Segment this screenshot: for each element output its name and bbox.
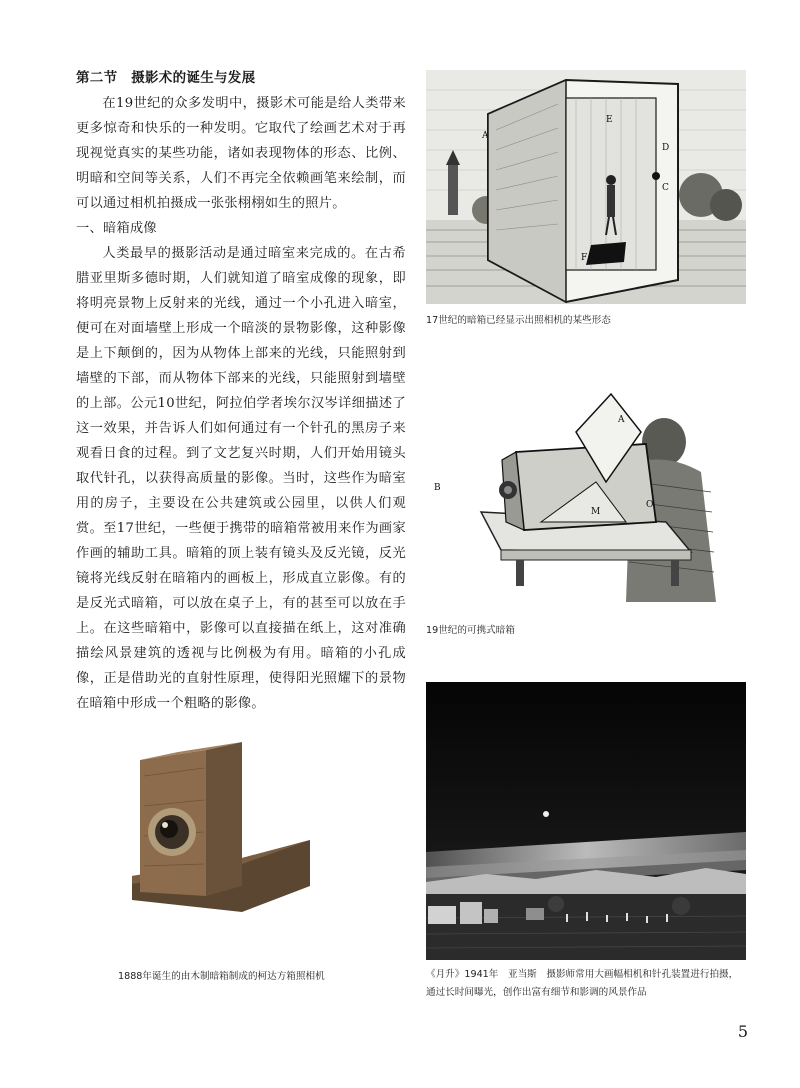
camera-obscura-room-illustration xyxy=(426,70,746,304)
label-a2: A xyxy=(618,415,625,425)
figure-camera-obscura-room xyxy=(426,70,746,304)
figure-4-caption-line1: 《月升》1941年 亚当斯 摄影师常用大画幅相机和针孔装置进行拍摄， xyxy=(426,969,739,980)
label-m2: M xyxy=(591,507,601,517)
figure-3-caption: 1888年诞生的由木制暗箱制成的柯达方箱照相机 xyxy=(118,971,325,982)
label-c: C xyxy=(662,183,669,193)
label-a: A xyxy=(482,131,489,141)
portable-camera-illustration xyxy=(426,372,716,612)
kodak-camera-photo xyxy=(132,736,312,922)
figure-2-caption: 19世纪的可携式暗箱 xyxy=(426,625,515,636)
figure-moonrise-photo xyxy=(426,682,746,960)
label-e: E xyxy=(606,115,613,125)
main-text-column xyxy=(76,66,406,716)
moonrise-photo-image xyxy=(426,682,746,960)
figure-1-caption: 17世纪的暗箱已经显示出照相机的某些形态 xyxy=(426,315,611,326)
page-number: 5 xyxy=(737,1022,748,1041)
intro-paragraph: 在19世纪的众多发明中，摄影术可能是给人类带来更多惊奇和快乐的一种发明。它取代了绘画艺术对于再现视觉真实的某些功能，诸如表现物体的形态、比例、明暗和空间等关系，人们不再完全依赖画笔来绘制，而可以通过相机拍摄成一张张栩栩如生的照片。 xyxy=(76,96,406,211)
label-f: F xyxy=(581,253,588,263)
figure-portable-camera-obscura xyxy=(426,372,716,612)
label-b2: B xyxy=(434,483,441,493)
section-title: 第二节 摄影术的诞生与发展 xyxy=(76,70,256,86)
label-o2: O xyxy=(646,500,654,510)
label-d: D xyxy=(662,143,670,153)
figure-kodak-box-camera xyxy=(132,736,312,922)
figure-4-caption-line2: 通过长时间曝光，创作出富有细节和影调的风景作品 xyxy=(426,987,647,998)
body-paragraph: 人类最早的摄影活动是通过暗室来完成的。在古希腊亚里斯多德时期，人们就知道了暗室成像的现象，即将明亮景物上反射来的光线，通过一个小孔进入暗室，便可在对面墙壁上形成一个暗淡的景物影像，这种影像是上下颠倒的，因为从物体上部来的光线，只能照射到墙壁的下部，而从物体下部来的光线，只能照射到墙壁的上部。公元10世纪，阿拉伯学者埃尔汉岑详细描述了这一效果，并告诉人们如何通过有一个针孔的黑房子来观看日食的过程。到了文艺复兴时期，人们开始用镜头取代针孔，以获得高质量的影像。当时，这些作为暗室用的房子，主要设在公共建筑或公园里，以供人们观赏。至17世纪，一些便于携带的暗箱常被用来作为画家作画的辅助工具。暗箱的顶上装有镜头及反光镜，反光镜将光线反射在暗箱内的画板上，形成直立影像。有的是反光式暗箱，可以放在桌子上，有的甚至可以放在手上。在这些暗箱中，影像可以直接描在纸上，这对准确描绘风景建筑的透视与比例极为有用。暗箱的小孔成像，正是借助光的直射性原理，使得阳光照耀下的景物在暗箱中形成一个粗略的影像。 xyxy=(76,246,406,711)
subsection-heading: 一、暗箱成像 xyxy=(76,221,157,236)
